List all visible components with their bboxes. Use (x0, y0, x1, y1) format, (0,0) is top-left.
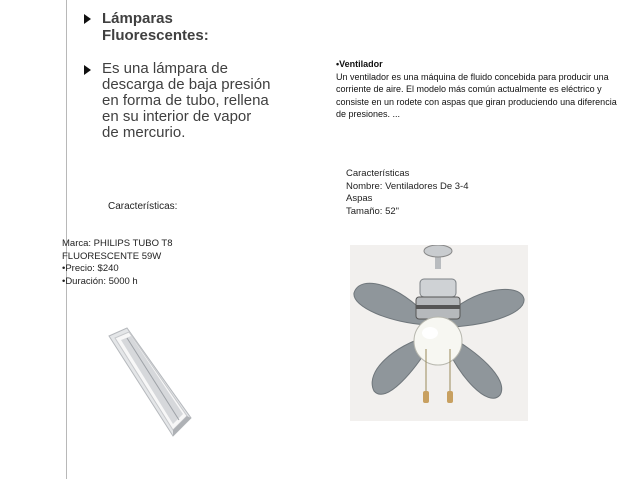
arrow-bullet-icon (84, 65, 91, 75)
lamp-brand: Marca: PHILIPS TUBO T8 FLUORESCENTE 59W (62, 238, 173, 262)
fan-size: Tamaño: 52" (346, 205, 400, 217)
fan-name: Nombre: Ventiladores De 3-4 Aspas (346, 180, 469, 204)
lamp-duration: •Duración: 5000 h (62, 275, 138, 287)
fan-characteristics-label: Características (346, 168, 410, 179)
lamp-description: Es una lámpara de descarga de baja presión en forma de tubo, rellena en su interior de vapor de mercurio. (102, 60, 271, 141)
ceiling-fan-image (350, 245, 528, 421)
fan-title: •Ventilador (336, 59, 383, 69)
fan-characteristics (346, 168, 496, 218)
fan-section (336, 58, 628, 121)
lamp-characteristics-label: Características: (108, 201, 178, 212)
lamp-info (62, 238, 212, 288)
lamp-heading: Lámparas Fluorescentes: (102, 10, 209, 44)
fluorescent-lamp-image (107, 326, 193, 438)
lamp-price: •Precio: $240 (62, 263, 119, 274)
fan-description: Un ventilador es una máquina de fluido concebida para producir una corriente de aire. El modelo más común actualmente es eléctrico y consiste en un rodete con aspas que giran produciendo una diferencia de presiones. ... (336, 71, 617, 119)
arrow-bullet-icon (84, 14, 91, 24)
